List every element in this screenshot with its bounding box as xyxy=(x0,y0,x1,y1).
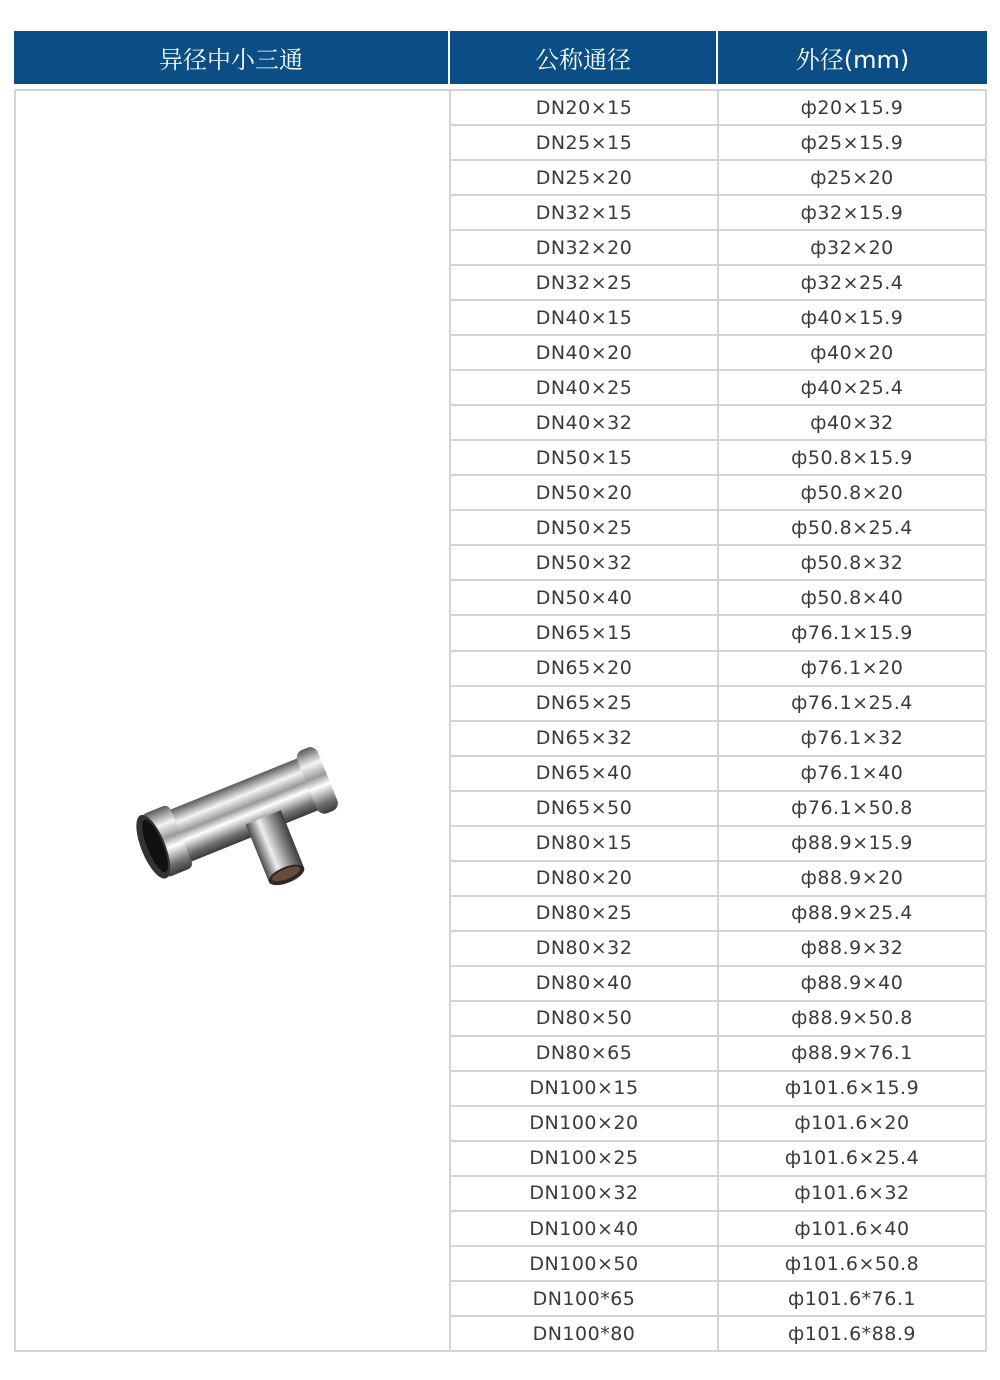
table-row xyxy=(451,827,985,862)
nominal-cell: DN32×25 xyxy=(451,266,719,299)
table-row xyxy=(451,967,985,1002)
nominal-cell: DN65×15 xyxy=(451,616,719,649)
nominal-cell: DN65×40 xyxy=(451,757,719,790)
nominal-cell: DN65×25 xyxy=(451,687,719,720)
nominal-cell: DN50×20 xyxy=(451,476,719,509)
outer-diameter-cell: ф20×15.9 xyxy=(800,96,904,119)
outer-diameter-cell: ф76.1×40 xyxy=(800,762,904,785)
outer-diameter-cell: ф25×20 xyxy=(810,166,894,189)
reducing-tee-image xyxy=(126,736,356,906)
header-product: 异径中小三通 xyxy=(14,31,450,84)
outer-diameter-cell: ф101.6×20 xyxy=(794,1112,910,1135)
table-row xyxy=(451,196,985,231)
nominal-cell: DN50×40 xyxy=(451,581,719,614)
nominal-cell: DN100×20 xyxy=(451,1107,719,1140)
nominal-cell: DN50×32 xyxy=(451,546,719,579)
nominal-cell: DN40×20 xyxy=(451,336,719,369)
nominal-cell: DN100*80 xyxy=(451,1317,719,1350)
product-image-cell xyxy=(16,91,451,1350)
nominal-cell: DN100×50 xyxy=(451,1247,719,1280)
nominal-cell: DN100×25 xyxy=(451,1142,719,1175)
nominal-cell: DN40×25 xyxy=(451,371,719,404)
nominal-cell: DN20×15 xyxy=(451,91,719,124)
outer-diameter-cell: ф101.6×25.4 xyxy=(784,1147,920,1170)
table-row xyxy=(451,301,985,336)
table-row xyxy=(451,897,985,932)
outer-diameter-cell: ф88.9×15.9 xyxy=(791,832,913,855)
outer-diameter-cell: ф40×25.4 xyxy=(800,376,904,399)
outer-diameter-cell: ф88.9×25.4 xyxy=(791,902,913,925)
outer-diameter-cell: ф50.8×40 xyxy=(800,586,904,609)
nominal-cell: DN65×50 xyxy=(451,792,719,825)
table-row xyxy=(451,581,985,616)
outer-diameter-cell: ф32×20 xyxy=(810,236,894,259)
table-row xyxy=(451,371,985,406)
nominal-cell: DN100×15 xyxy=(451,1072,719,1105)
outer-diameter-cell: ф101.6*76.1 xyxy=(788,1287,916,1310)
outer-diameter-cell: ф88.9×32 xyxy=(800,937,904,960)
nominal-cell: DN80×20 xyxy=(451,862,719,895)
table-header xyxy=(14,31,987,84)
nominal-cell: DN40×15 xyxy=(451,301,719,334)
table-row xyxy=(451,792,985,827)
spec-table xyxy=(14,89,987,1352)
table-row xyxy=(451,1037,985,1072)
outer-diameter-cell: ф101.6*88.9 xyxy=(788,1322,916,1345)
table-row xyxy=(451,1177,985,1212)
table-row xyxy=(451,862,985,897)
header-nominal: 公称通径 xyxy=(450,31,718,84)
nominal-cell: DN40×32 xyxy=(451,406,719,439)
outer-diameter-cell: ф25×15.9 xyxy=(800,131,904,154)
table-row xyxy=(451,1002,985,1037)
outer-diameter-cell: ф88.9×76.1 xyxy=(791,1042,913,1065)
outer-diameter-cell: ф40×15.9 xyxy=(800,306,904,329)
table-row xyxy=(451,266,985,301)
table-row xyxy=(451,231,985,266)
outer-diameter-cell: ф88.9×50.8 xyxy=(791,1007,913,1030)
nominal-cell: DN65×20 xyxy=(451,652,719,685)
nominal-cell: DN25×15 xyxy=(451,126,719,159)
table-row xyxy=(451,1107,985,1142)
outer-diameter-cell: ф50.8×32 xyxy=(800,551,904,574)
table-row xyxy=(451,546,985,581)
nominal-cell: DN80×40 xyxy=(451,967,719,1000)
outer-diameter-cell: ф101.6×50.8 xyxy=(784,1252,920,1275)
header-outer: 外径(mm) xyxy=(795,46,910,74)
nominal-cell: DN100*65 xyxy=(451,1282,719,1315)
outer-diameter-cell: ф40×32 xyxy=(810,411,894,434)
outer-diameter-cell: ф88.9×20 xyxy=(800,867,904,890)
table-row xyxy=(451,1142,985,1177)
nominal-cell: DN50×25 xyxy=(451,511,719,544)
table-row xyxy=(451,757,985,792)
table-row xyxy=(451,616,985,651)
nominal-cell: DN80×50 xyxy=(451,1002,719,1035)
nominal-cell: DN32×20 xyxy=(451,231,719,264)
outer-diameter-cell: ф101.6×32 xyxy=(794,1182,910,1205)
table-row xyxy=(451,406,985,441)
table-row xyxy=(451,161,985,196)
nominal-cell: DN100×32 xyxy=(451,1177,719,1210)
table-row xyxy=(451,91,985,126)
nominal-cell: DN100×40 xyxy=(451,1212,719,1245)
outer-diameter-cell: ф76.1×20 xyxy=(800,657,904,680)
outer-diameter-cell: ф40×20 xyxy=(810,341,894,364)
nominal-cell: DN80×15 xyxy=(451,827,719,860)
nominal-cell: DN32×15 xyxy=(451,196,719,229)
table-row xyxy=(451,1072,985,1107)
table-row xyxy=(451,126,985,161)
outer-diameter-cell: ф32×25.4 xyxy=(800,271,904,294)
outer-diameter-cell: ф76.1×25.4 xyxy=(791,692,913,715)
outer-diameter-cell: ф101.6×40 xyxy=(794,1217,910,1240)
outer-diameter-cell: ф32×15.9 xyxy=(800,201,904,224)
table-row xyxy=(451,336,985,371)
table-row xyxy=(451,1212,985,1247)
outer-diameter-cell: ф50.8×20 xyxy=(800,481,904,504)
nominal-cell: DN25×20 xyxy=(451,161,719,194)
table-row xyxy=(451,687,985,722)
outer-diameter-cell: ф50.8×25.4 xyxy=(791,516,913,539)
table-row xyxy=(451,476,985,511)
outer-diameter-cell: ф76.1×32 xyxy=(800,727,904,750)
nominal-cell: DN80×25 xyxy=(451,897,719,930)
outer-diameter-cell: ф50.8×15.9 xyxy=(791,446,913,469)
nominal-cell: DN80×32 xyxy=(451,932,719,965)
table-row xyxy=(451,511,985,546)
outer-diameter-cell: ф76.1×50.8 xyxy=(791,797,913,820)
nominal-cell: DN50×15 xyxy=(451,441,719,474)
nominal-cell: DN65×32 xyxy=(451,722,719,755)
nominal-cell: DN80×65 xyxy=(451,1037,719,1070)
table-row xyxy=(451,441,985,476)
outer-diameter-cell: ф88.9×40 xyxy=(800,972,904,995)
table-row xyxy=(451,1247,985,1282)
table-row xyxy=(451,1282,985,1317)
table-row xyxy=(451,1317,985,1350)
table-row xyxy=(451,652,985,687)
table-row xyxy=(451,722,985,757)
outer-diameter-cell: ф101.6×15.9 xyxy=(784,1077,920,1100)
rows-container xyxy=(451,91,985,1350)
table-row xyxy=(451,932,985,967)
outer-diameter-cell: ф76.1×15.9 xyxy=(791,621,913,644)
